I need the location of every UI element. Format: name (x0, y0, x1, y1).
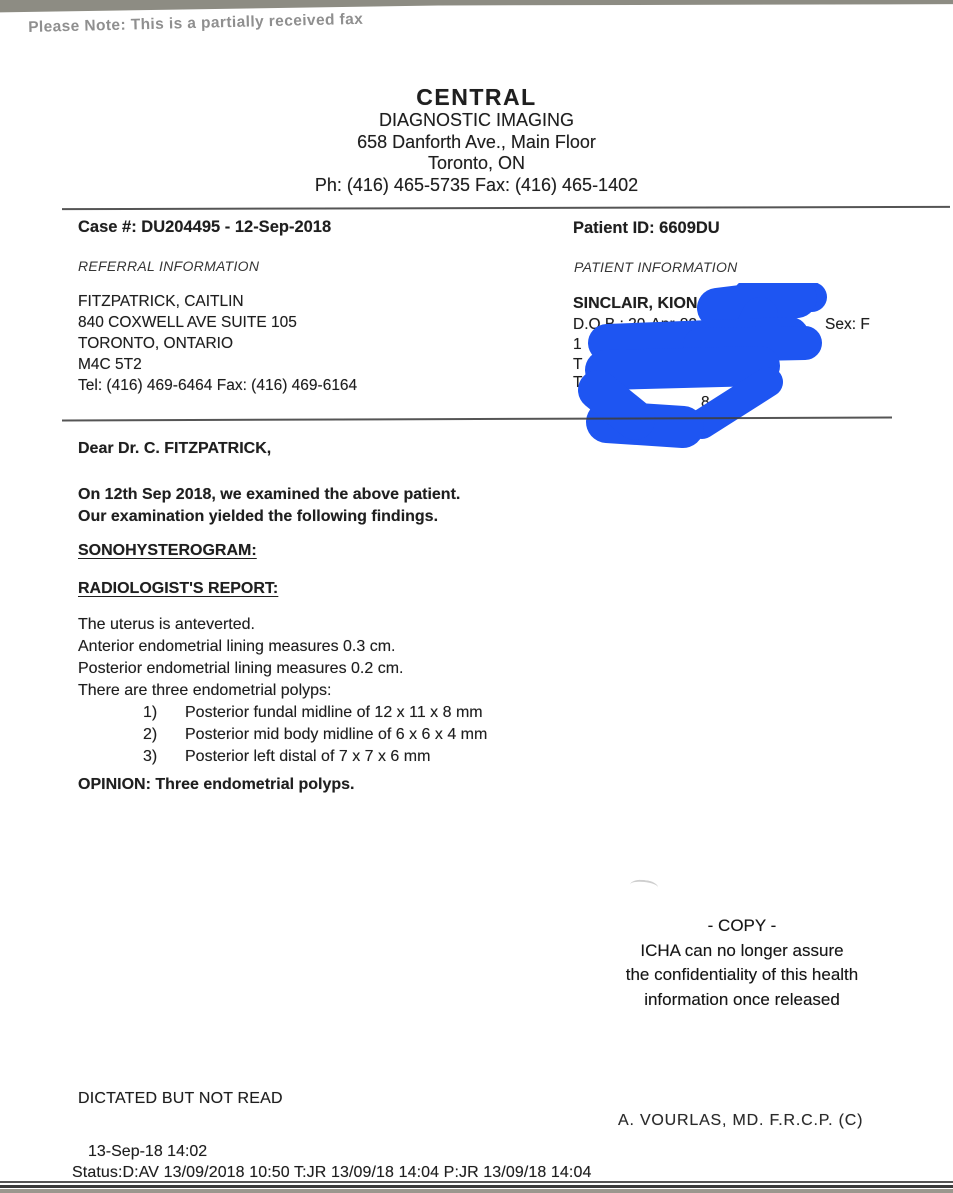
patient-line3-fragment: 1 (573, 336, 582, 353)
referral-block (78, 291, 357, 396)
intro-line1: On 12th Sep 2018, we examined the above patient. (78, 486, 461, 503)
intro-line2: Our examination yielded the following findings. (78, 508, 439, 525)
polyp-item (143, 726, 487, 744)
polyp-description: Posterior mid body midline of 6 x 6 x 4 mm (185, 726, 488, 743)
status-line: Status:D:AV 13/09/2018 10:50 T:JR 13/09/18 14:04 P:JR 13/09/18 14:04 (72, 1164, 592, 1181)
finding-line: Anterior endometrial lining measures 0.3 cm. (78, 638, 396, 655)
dictated-note: DICTATED BUT NOT READ (78, 1090, 283, 1107)
section-radiologists-report: RADIOLOGIST'S REPORT: (78, 580, 279, 597)
clinic-phone-fax: Ph: (416) 465-5735 Fax: (416) 465-1402 (314, 174, 639, 195)
report-datetime: 13-Sep-18 14:02 (88, 1143, 208, 1160)
divider-bottom-thick (0, 1185, 953, 1188)
clinic-header (0, 84, 953, 196)
patient-information-heading: PATIENT INFORMATION (574, 259, 738, 275)
patient-dob-fragment: D.O.B.: 20-Apr-82 (573, 316, 698, 333)
referring-tel-fax: Tel: (416) 469-6464 Fax: (416) 469-6164 (78, 377, 358, 394)
patient-name-fragment: SINCLAIR, KIONA AN (573, 295, 736, 312)
copy-stamp-line: the confidentiality of this health (625, 965, 859, 984)
referral-information-heading: REFERRAL INFORMATION (78, 258, 260, 274)
patient-id: Patient ID: 6609DU (573, 219, 720, 237)
polyp-item (143, 704, 483, 722)
polyp-item (143, 748, 430, 766)
patient-line6-fragment: 8 (701, 394, 710, 411)
clinic-address-line2: Toronto, ON (427, 153, 526, 173)
polyp-description: Posterior left distal of 7 x 7 x 6 mm (185, 748, 431, 765)
copy-stamp-line: ICHA can no longer assure (640, 940, 844, 960)
referring-address-line2: TORONTO, ONTARIO (78, 335, 234, 352)
scan-edge-artifact-top (0, 0, 953, 13)
finding-line: Posterior endometrial lining measures 0.2 cm. (78, 660, 404, 677)
partial-fax-note: Please Note: This is a partially received fax (28, 10, 364, 36)
redaction-scribble (565, 283, 900, 455)
salutation: Dear Dr. C. FITZPATRICK, (78, 440, 272, 457)
finding-line: There are three endometrial polyps: (78, 682, 332, 699)
polyp-description: Posterior fundal midline of 12 x 11 x 8 mm (185, 704, 483, 721)
referring-doctor-name: FITZPATRICK, CAITLIN (78, 293, 244, 310)
referring-address-line1: 840 COXWELL AVE SUITE 105 (78, 314, 297, 331)
section-sonohysterogram: SONOHYSTEROGRAM: (78, 542, 257, 559)
case-number: Case #: DU204495 - 12-Sep-2018 (78, 218, 332, 236)
patient-sex-fragment: Sex: F (825, 316, 870, 333)
scan-edge-artifact-bottom (0, 1189, 953, 1193)
clinic-address-line1: 658 Danforth Ave., Main Floor (357, 131, 596, 152)
patient-line4-fragment: T (573, 356, 583, 373)
radiologist-signature: A. VOURLAS, MD. F.R.C.P. (C) (618, 1112, 864, 1129)
copy-stamp-line: information once released (644, 989, 840, 1009)
divider-header (62, 206, 950, 210)
polyp-number: 3) (143, 748, 158, 765)
divider-bottom-thin (0, 1181, 953, 1183)
referring-postal-code: M4C 5T2 (78, 356, 142, 373)
copy-stamp (556, 914, 928, 1012)
scan-artifact-mark (629, 879, 658, 894)
patient-line5-fragment: Te (573, 374, 590, 391)
clinic-subtitle: DIAGNOSTIC IMAGING (378, 110, 574, 130)
finding-line: The uterus is anteverted. (78, 616, 255, 633)
polyp-number: 1) (143, 704, 158, 721)
copy-stamp-title: - COPY - (707, 916, 777, 935)
opinion-line: OPINION: Three endometrial polyps. (78, 776, 355, 793)
patient-block (573, 295, 928, 460)
clinic-name: CENTRAL (416, 84, 537, 110)
polyp-number: 2) (143, 726, 158, 743)
